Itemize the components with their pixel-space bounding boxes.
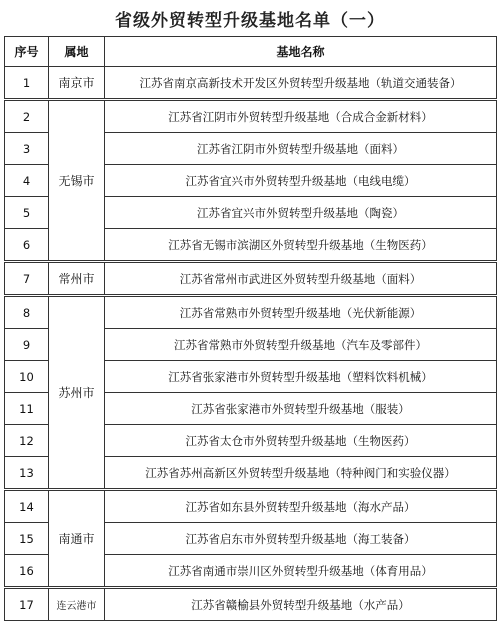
table-row (5, 296, 497, 329)
base-name: 江苏省张家港市外贸转型升级基地（塑料饮料机械） (105, 361, 497, 393)
table-row (5, 67, 497, 100)
base-name: 江苏省宜兴市外贸转型升级基地（陶瓷） (105, 197, 497, 229)
row-no: 6 (5, 229, 49, 262)
base-name: 江苏省启东市外贸转型升级基地（海工装备） (105, 523, 497, 555)
base-name: 江苏省赣榆县外贸转型升级基地（水产品） (105, 588, 497, 621)
table-body (5, 67, 497, 621)
document-title: 省级外贸转型升级基地名单（一） (115, 11, 385, 31)
table-row (5, 262, 497, 296)
row-no: 1 (5, 67, 49, 100)
row-no: 10 (5, 361, 49, 393)
row-no: 2 (5, 100, 49, 133)
base-name: 江苏省常熟市外贸转型升级基地（汽车及零部件） (105, 329, 497, 361)
row-no: 13 (5, 457, 49, 490)
base-name: 江苏省江阴市外贸转型升级基地（合成合金新材料） (105, 100, 497, 133)
area-cell: 南通市 (49, 490, 105, 588)
row-no: 17 (5, 588, 49, 621)
header-area: 属地 (49, 37, 105, 67)
row-no: 15 (5, 523, 49, 555)
area-cell: 南京市 (49, 67, 105, 100)
base-name: 江苏省常州市武进区外贸转型升级基地（面料） (105, 262, 497, 296)
row-no: 3 (5, 133, 49, 165)
base-name: 江苏省张家港市外贸转型升级基地（服装） (105, 393, 497, 425)
base-name: 江苏省苏州高新区外贸转型升级基地（特种阀门和实验仪器） (105, 457, 497, 490)
base-name: 江苏省无锡市滨湖区外贸转型升级基地（生物医药） (105, 229, 497, 262)
table-row (5, 588, 497, 621)
row-no: 14 (5, 490, 49, 523)
header-name: 基地名称 (105, 37, 497, 67)
row-no: 11 (5, 393, 49, 425)
base-name: 江苏省常熟市外贸转型升级基地（光伏新能源） (105, 296, 497, 329)
base-name: 江苏省南京高新技术开发区外贸转型升级基地（轨道交通装备） (105, 67, 497, 100)
table-row (5, 100, 497, 133)
base-list-table (4, 36, 497, 621)
base-name: 江苏省太仓市外贸转型升级基地（生物医药） (105, 425, 497, 457)
base-name: 江苏省宜兴市外贸转型升级基地（电线电缆） (105, 165, 497, 197)
row-no: 16 (5, 555, 49, 588)
base-name: 江苏省如东县外贸转型升级基地（海水产品） (105, 490, 497, 523)
base-name: 江苏省江阴市外贸转型升级基地（面料） (105, 133, 497, 165)
area-cell: 无锡市 (49, 100, 105, 262)
row-no: 9 (5, 329, 49, 361)
area-cell: 苏州市 (49, 296, 105, 490)
table-row (5, 490, 497, 523)
row-no: 7 (5, 262, 49, 296)
area-cell: 连云港市 (49, 588, 105, 621)
table-header-row (5, 37, 497, 67)
row-no: 5 (5, 197, 49, 229)
row-no: 12 (5, 425, 49, 457)
row-no: 4 (5, 165, 49, 197)
row-no: 8 (5, 296, 49, 329)
area-cell: 常州市 (49, 262, 105, 296)
header-no: 序号 (5, 37, 49, 67)
base-name: 江苏省南通市崇川区外贸转型升级基地（体育用品） (105, 555, 497, 588)
